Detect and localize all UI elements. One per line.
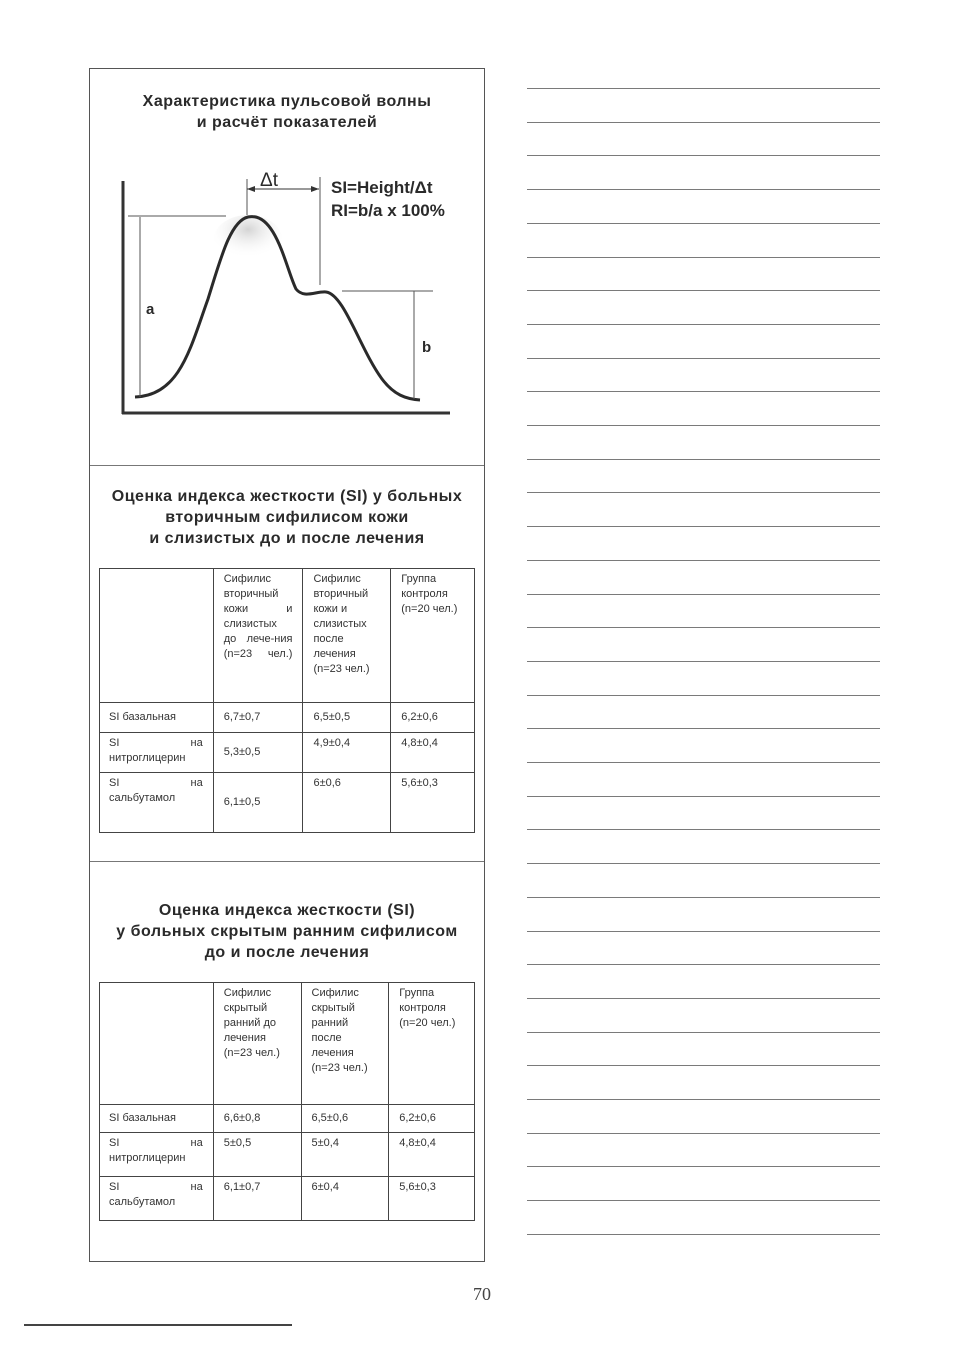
table-cell: 6±0,6 <box>303 773 391 833</box>
table-header-cell: Сифилис вторичный кожи и слизистых до лече-ния (n=23 чел.) <box>213 569 303 703</box>
row-label: SI базальная <box>100 703 214 733</box>
section-divider <box>90 861 484 862</box>
table-cell: 4,8±0,4 <box>391 733 475 773</box>
writing-line <box>527 459 880 460</box>
writing-line <box>527 1166 880 1167</box>
table-header-cell: Сифилис скрытый ранний до лечения (n=23 чел.) <box>213 983 301 1105</box>
table-header-row <box>100 569 475 703</box>
table-header-cell: Сифилис вторичный кожи и слизистых после лечения (n=23 чел.) <box>303 569 391 703</box>
writing-line <box>527 122 880 123</box>
table-cell: 6,7±0,7 <box>213 703 303 733</box>
table2 <box>99 982 475 1221</box>
label-b: b <box>422 339 432 356</box>
section-divider <box>90 465 484 466</box>
footnote-rule <box>24 1324 292 1326</box>
writing-line <box>527 594 880 595</box>
page-number: 70 <box>473 1284 491 1304</box>
writing-line <box>527 1133 880 1134</box>
table-cell: 4,9±0,4 <box>303 733 391 773</box>
table-cell: 6±0,4 <box>301 1177 389 1221</box>
row-label: SI на нитроглицерин <box>100 1133 214 1177</box>
table2-title: Оценка индекса жесткости (SI) у больных скрытым ранним сифилисом до и после лечения <box>116 902 458 961</box>
label-a: a <box>146 301 155 318</box>
table-cell: 5,6±0,3 <box>389 1177 475 1221</box>
writing-line <box>527 155 880 156</box>
pulse-curve <box>135 217 420 400</box>
table-row <box>100 1177 475 1221</box>
writing-line <box>527 223 880 224</box>
table-cell: 6,6±0,8 <box>213 1105 301 1133</box>
writing-line <box>527 560 880 561</box>
writing-line <box>527 189 880 190</box>
writing-line <box>527 358 880 359</box>
writing-line <box>527 290 880 291</box>
writing-line <box>527 1234 880 1235</box>
writing-line <box>527 661 880 662</box>
table-cell: 6,1±0,5 <box>213 773 303 833</box>
writing-line <box>527 897 880 898</box>
writing-line <box>527 695 880 696</box>
table-cell: 5±0,5 <box>213 1133 301 1177</box>
writing-line <box>527 492 880 493</box>
writing-line <box>527 627 880 628</box>
table-header-cell: Группа контроля (n=20 чел.) <box>389 983 475 1105</box>
writing-line <box>527 391 880 392</box>
table-cell: 6,5±0,6 <box>301 1105 389 1133</box>
writing-line <box>527 829 880 830</box>
table-row <box>100 1105 475 1133</box>
table-header-cell: Группа контроля (n=20 чел.) <box>391 569 475 703</box>
table-row <box>100 703 475 733</box>
table-header-cell: Сифилис скрытый ранний после лечения (n=23 чел.) <box>301 983 389 1105</box>
figure-title: Характеристика пульсовой волны и расчёт показателей <box>142 93 432 131</box>
writing-line <box>527 728 880 729</box>
writing-line <box>527 425 880 426</box>
writing-line <box>527 762 880 763</box>
writing-line <box>527 1032 880 1033</box>
writing-line <box>527 998 880 999</box>
table-row <box>100 733 475 773</box>
row-label: SI на сальбутамол <box>100 1177 214 1221</box>
writing-line <box>527 796 880 797</box>
writing-line <box>527 526 880 527</box>
writing-line <box>527 324 880 325</box>
table-cell: 4,8±0,4 <box>389 1133 475 1177</box>
table-cell: 6,1±0,7 <box>213 1177 301 1221</box>
formula-ri: RI=b/a x 100% <box>331 201 445 220</box>
content-panel <box>89 68 485 1262</box>
table1 <box>99 568 475 833</box>
writing-line <box>527 1099 880 1100</box>
writing-line <box>527 931 880 932</box>
table1-title: Оценка индекса жесткости (SI) у больных вторичным сифилисом кожи и слизистых до и после лечения <box>111 488 463 547</box>
row-label: SI на сальбутамол <box>100 773 214 833</box>
formula-si: SI=Height/Δt <box>331 178 433 197</box>
table-cell: 6,2±0,6 <box>389 1105 475 1133</box>
writing-line <box>527 257 880 258</box>
table-cell: 6,2±0,6 <box>391 703 475 733</box>
writing-line <box>527 88 880 89</box>
table-row <box>100 773 475 833</box>
table-row <box>100 1133 475 1177</box>
table-cell: 6,5±0,5 <box>303 703 391 733</box>
table-cell: 5,6±0,3 <box>391 773 475 833</box>
delta-t-label: Δt <box>260 170 278 191</box>
pulse-wave-diagram <box>90 149 484 449</box>
table-header-row <box>100 983 475 1105</box>
writing-line <box>527 964 880 965</box>
writing-line <box>527 863 880 864</box>
writing-line <box>527 1200 880 1201</box>
table-cell: 5±0,4 <box>301 1133 389 1177</box>
row-label: SI базальная <box>100 1105 214 1133</box>
writing-line <box>527 1065 880 1066</box>
table-cell: 5,3±0,5 <box>213 733 303 773</box>
row-label: SI на нитроглицерин <box>100 733 214 773</box>
